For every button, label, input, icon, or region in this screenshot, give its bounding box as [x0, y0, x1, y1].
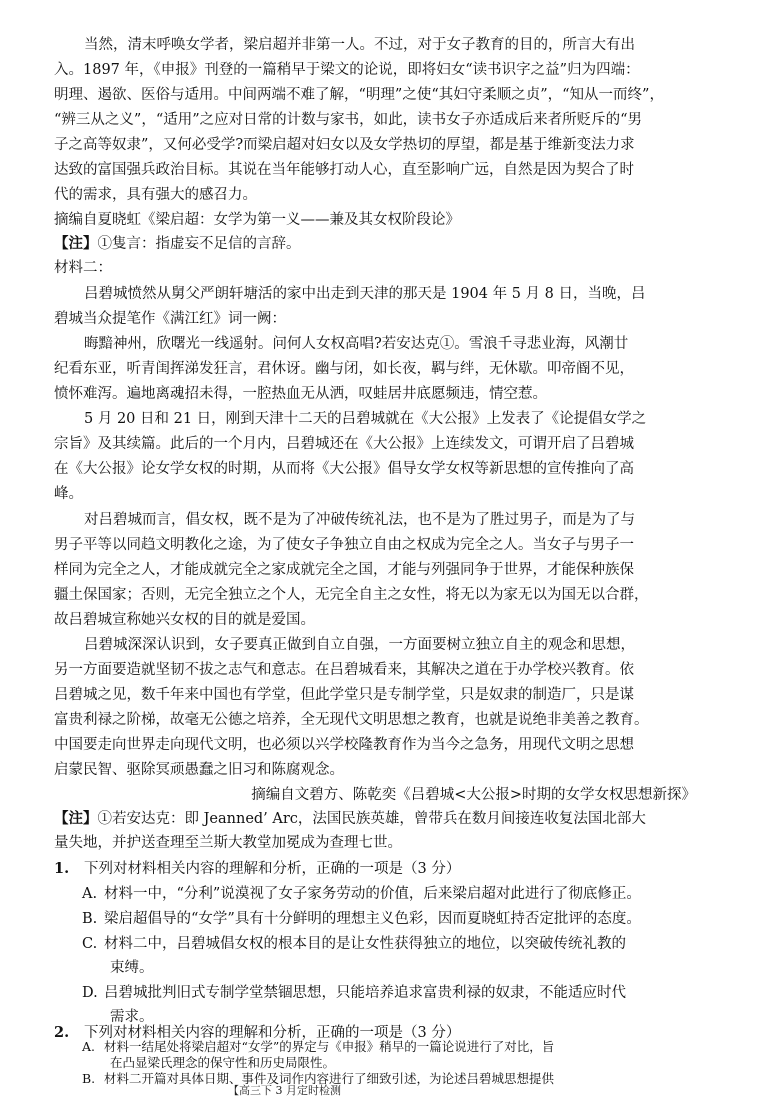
text-line: 故吕碧城宣称她兴女权的目的就是爱国。 — [54, 612, 315, 628]
text-line: 当然，清末呼唤女学者，梁启超并非第一人。不过，对于女子教育的目的，所言大有出 — [84, 37, 635, 53]
text-line: 吕碧城深深认识到，女子要真正做到自立自强，一方面要树立独立自主的观念和思想， — [84, 637, 635, 653]
text-line: 在《大公报》论女学女权的时期，从而将《大公报》倡导女学女权等新思想的宣传推向了高 — [54, 461, 634, 477]
text-line: 样同为完全之人，才能成就完全之家成就完全之国，才能与列强同争于世界，才能保种族保 — [54, 562, 634, 578]
note — [54, 808, 704, 830]
note-text: 量失地，并护送查理至兰斯大教堂加冕成为查理七世。 — [54, 835, 402, 851]
option-text: 材料一结尾处将梁启超对“女学”的界定与《申报》稍早的一篇论说进行了对比，旨 — [104, 1039, 555, 1054]
note-tag: 【注】 — [54, 810, 98, 827]
question-stem: 下列对材料相关内容的理解和分析，正确的一项是（3 分） — [84, 1025, 461, 1041]
option-text-cont: 需求。 — [110, 1009, 154, 1025]
text-line: 峰。 — [54, 486, 83, 502]
note-text: ①若安达克：即 Jeanned’ Arc，法国民族英雄，曾带兵在数月间接连收复法国北部大 — [97, 811, 646, 827]
question-stem: 下列对材料相关内容的理解和分析，正确的一项是（3 分） — [84, 861, 461, 877]
option-b[interactable] — [54, 908, 704, 930]
text-line: 吕碧城愤然从舅父严朗轩塘活的家中出走到天津的那天是 1904 年 5 月 8 日，当晚，吕 — [84, 286, 646, 302]
option-text: 吕碧城批判旧式专制学堂禁锢思想，只能培养追求富贵利禄的奴隶，不能适应时代 — [104, 985, 626, 1001]
option-letter: D. — [82, 985, 98, 1001]
text-line: “辨三从之义”，“适用”之应对日常的计数与家书，如此，读书女子亦适成后来者所贬斥的“男 — [54, 112, 643, 128]
source-citation: 摘编自夏晓虹《梁启超：女学为第一义——兼及其女权阶段论》 — [54, 212, 460, 228]
option-text: 梁启超倡导的“女学”具有十分鲜明的理想主义色彩，因而夏晓虹持否定批评的态度。 — [104, 911, 641, 927]
option-a[interactable] — [54, 1039, 704, 1055]
option-letter: C. — [82, 936, 98, 952]
text-line: 启蒙民智、驱除冥顽愚蠢之旧习和陈腐观念。 — [54, 762, 344, 778]
option-text-cont: 束缚。 — [110, 960, 154, 976]
text-line: 男子平等以同趋文明教化之途，为了使女子争独立自由之权成为完全之人。当女子与男子一 — [54, 537, 634, 553]
poem-line: 晦黯神州，欣曙光一线遥射。问何人女权高唱?若安达克①。雪浪千寻悲业海，风潮廿 — [84, 336, 629, 352]
option-text: 材料二中，吕碧城倡女权的根本目的是让女性获得独立的地位，以突破传统礼教的 — [104, 936, 626, 952]
poem-line: 纪看东亚，听青闺挥涕发狂言，君休讶。幽与闭，如长夜，羁与绊，无休歇。叩帝阍不见， — [54, 361, 634, 377]
option-a[interactable] — [54, 883, 704, 905]
text-line: 达致的富国强兵政治目标。其说在当年能够打动人心，直至影响广远，自然是因为契合了时 — [54, 162, 634, 178]
section-heading: 材料二： — [54, 260, 112, 276]
question-number: 2. — [54, 1024, 70, 1041]
source-citation: 摘编自文碧方、陈乾奕《吕碧城<大公报>时期的女学女权思想新探》 — [251, 787, 696, 803]
option-d[interactable] — [54, 982, 704, 1004]
text-line: 疆土保国家；否则，无完全独立之个人，无完全自主之女性，将无以为家无以为国无以合群， — [54, 587, 649, 603]
option-c[interactable] — [54, 933, 704, 955]
text-line: 代的需求，具有强大的感召力。 — [54, 187, 257, 203]
poem-line: 愤怀难泻。遍地离魂招未得，一腔热血无从洒，叹蛙居井底愿频违，情空惹。 — [54, 386, 547, 402]
note-tag: 【注】 — [54, 235, 98, 252]
text-line: 对吕碧城而言，倡女权，既不是为了冲破传统礼法，也不是为了胜过男子，而是为了与 — [84, 512, 635, 528]
text-line: 宗旨》及其续篇。此后的一个月内，吕碧城还在《大公报》上连续发文，可谓开启了吕碧城 — [54, 436, 634, 452]
option-text-cont: 在凸显梁氏理念的保守性和历史局限性。 — [110, 1055, 336, 1070]
note-text: ①隻言：指虚妄不足信的言辞。 — [97, 236, 301, 252]
page-footer: 【高三下 3 月定时检测 — [228, 1084, 341, 1097]
option-letter: B. — [82, 1071, 96, 1086]
text-line: 吕碧城之见，数千年来中国也有学堂，但此学堂只是专制学堂，只是奴隶的制造厂，只是谋 — [54, 687, 634, 703]
option-letter: A. — [82, 1039, 96, 1054]
question-number: 1. — [54, 860, 70, 877]
text-line: 另一方面要造就坚韧不拔之志气和意志。在吕碧城看来，其解决之道在于办学校兴教育。依 — [54, 662, 634, 678]
note — [54, 233, 704, 255]
text-line: 碧城当众提笔作《满江红》词一阙： — [54, 311, 286, 327]
option-letter: B. — [82, 911, 98, 927]
option-letter: A. — [82, 886, 98, 902]
option-text: 材料一中，“分利”说漠视了女子家务劳动的价值，后来梁启超对此进行了彻底修正。 — [104, 886, 641, 902]
text-line: 5 月 20 日和 21 日，刚到天津十二天的吕碧城就在《大公报》上发表了《论提倡女学之 — [84, 411, 647, 427]
text-line: 子之高等奴隶”，又何必受学?而梁启超对妇女以及女学热切的厚望，都是基于维新变法力求 — [54, 137, 635, 153]
text-line: 富贵利禄之阶梯，故毫无公德之培养，全无现代文明思想之教育，也就是说绝非美善之教育。 — [54, 712, 649, 728]
text-line: 中国要走向世界走向现代文明，也必须以兴学校隆教育作为当今之急务，用现代文明之思想 — [54, 737, 634, 753]
text-line: 明理、遏欲、医俗与适用。中间两端不难了解，“明理”之使“其妇守柔顺之贞”，“知从一而终”， — [54, 87, 664, 103]
option-text: 材料二开篇对具体日期、事件及词作内容进行了细致引述，为论述吕碧城思想提供 — [104, 1071, 555, 1086]
text-line: 入。1897 年，《申报》刊登的一篇稍早于梁文的论说，即将妇女“读书识字之益”归为四端： — [54, 62, 640, 78]
question-1 — [54, 858, 704, 880]
option-b[interactable] — [54, 1071, 704, 1087]
